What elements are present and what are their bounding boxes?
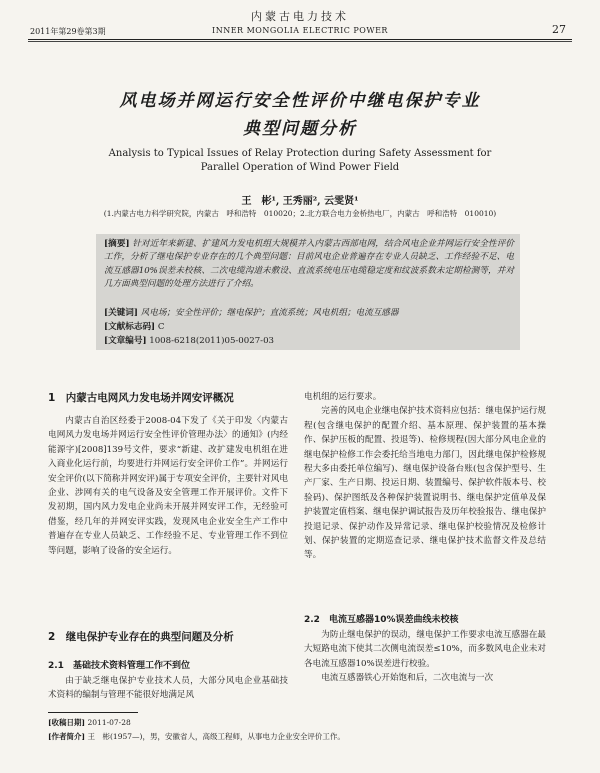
header-rule-thin [28, 41, 572, 42]
section-1-body [48, 414, 288, 558]
section-2-1-body [48, 674, 288, 703]
header-rule [28, 39, 572, 40]
section-2-2-body [304, 628, 546, 686]
abstract-text: 针对近年来新建、扩建风力发电机组大规模并入内蒙古西部电网，结合风电企业并网运行安全性评价工作，分析了继电保护专业存在的几个典型问题：目前风电企业普遍存在专业人员缺乏、工作经验不足、电流互感器10%误差未校核、二次电缆沟道未敷设、直流系统电压电缆稳定度和纹波系数未定期检测等，并对几方面典型问题的处理方法进行了介绍。 [104, 239, 514, 289]
abstract [104, 238, 514, 291]
received-date-line [48, 717, 131, 728]
tech-docs-paragraph: 完善的风电企业继电保护技术资料应包括：继电保护运行规程(包含继电保护的配置介绍、基本原理、保护装置的基本操作、保护压板的配置、投退等)、检修规程(因大部分风电企业的继电保护检修工作会委托给当地电力部门，因此继电保护检修规程大多由委托单位编写)、继电保护设备台账(包含保护型号、生产厂家、生产日期、投运日期、装置编号、保护软件版本号、校验码)、保护图纸及各种保护装置说明书、继电保护定值单及保护装置定值档案、继电保护调试报告及历年校验报告、继电保护投退记录、保护动作及异常记录、继电保护校验情况及检修计划、保护装置的定期巡查记录、继电保护技术监督文件及总结等。 [304, 406, 546, 561]
author-bio-tag: [作者简介] [48, 732, 86, 741]
keywords: 风电场；安全性评价；继电保护；直流系统；风电机组；电流互感器 [140, 308, 399, 318]
right-column-body [304, 390, 546, 563]
title-zh-line1: 风电场并网运行安全性评价中继电保护专业 [119, 91, 481, 111]
article-id-tag: [文章编号] [104, 336, 147, 346]
keywords-line [104, 306, 514, 318]
journal-name: 内蒙古电力技术 [251, 10, 349, 23]
affiliation: (1.内蒙古电力科学研究院，内蒙古 呼和浩特 010020；2.北方联合电力金桥热电厂，内蒙古 呼和浩特 010010) [103, 209, 497, 218]
abstract-tag: [摘要] [104, 239, 130, 249]
article-id: 1008-6218(2011)05-0027-03 [149, 336, 275, 346]
article-id-line [104, 334, 274, 346]
section-1-paragraph: 内蒙古自治区经委于2008-04下发了《关于印发〈内蒙古电网风力发电场并网运行安全性评价管理办法〉的通知》(内经能源字)[2008]139号文件，要求“新建、改扩建发电机组在进入商业化运行前，均要进行并网运行安全评价工作”。并网运行安全评价(以下简称并网安评)属于专项安全评价，主要针对风电企业、涉网有关的电气设备及安全管理工作开展评价。文件下发初期，国内风力发电企业尚未开展并网安评工作，无经验可借鉴，经几年的并网安评实践，发现风电企业安全生产工作中普遍存在专业人员缺乏、工作经验不足、专业管理工作不到位等问题，影响了设备的安全运行。 [48, 416, 288, 556]
section-2-heading: 2 继电保护专业存在的典型问题及分析 [48, 631, 234, 643]
received-date: 2011-07-28 [87, 718, 131, 727]
author-bio: 王 彬(1957—)，男，安徽省人，高级工程师，从事电力企业安全评价工作。 [87, 732, 345, 741]
section-2-2-heading: 2.2 电流互感器10%误差曲线未校核 [304, 615, 459, 625]
footnote-rule [48, 712, 138, 713]
title-en-line1: Analysis to Typical Issues of Relay Protection during Safety Assessment for [108, 148, 492, 159]
received-tag: [收稿日期] [48, 718, 86, 727]
title-zh-line2: 典型问题分析 [243, 119, 357, 139]
author-bio-line [48, 731, 345, 742]
section-2-1-paragraph: 由于缺乏继电保护专业技术人员，大部分风电企业基础技术资料的编制与管理不能很好地满足风 [48, 676, 288, 701]
keywords-tag: [关键词] [104, 308, 138, 318]
section-2-2-paragraph-2: 电流互感器铁心开始饱和后，二次电流与一次 [321, 673, 494, 684]
authors: 王 彬¹, 王秀丽², 云雯贤¹ [241, 196, 359, 207]
issue-info: 2011年第29卷第3期 [30, 27, 106, 36]
classification-code: C [157, 322, 165, 332]
continued-line: 电机组的运行要求。 [304, 392, 382, 402]
section-2-1-heading: 2.1 基础技术资料管理工作不到位 [48, 661, 190, 671]
section-2-2-paragraph-1: 为防止继电保护的误动，继电保护工作要求电流互感器在最大短路电流下使其二次侧电流误差≤10%，而多数风电企业未对各电流互感器10%误差进行校验。 [304, 630, 546, 669]
classification-tag: [文献标志码] [104, 322, 156, 332]
journal-name-en: INNER MONGOLIA ELECTRIC POWER [212, 26, 388, 35]
title-en-line2: Parallel Operation of Wind Power Field [200, 162, 400, 173]
classification-line [104, 320, 164, 332]
page-number: 27 [552, 23, 566, 36]
section-1-heading: 1 内蒙古电网风力发电场并网安评概况 [48, 392, 234, 404]
